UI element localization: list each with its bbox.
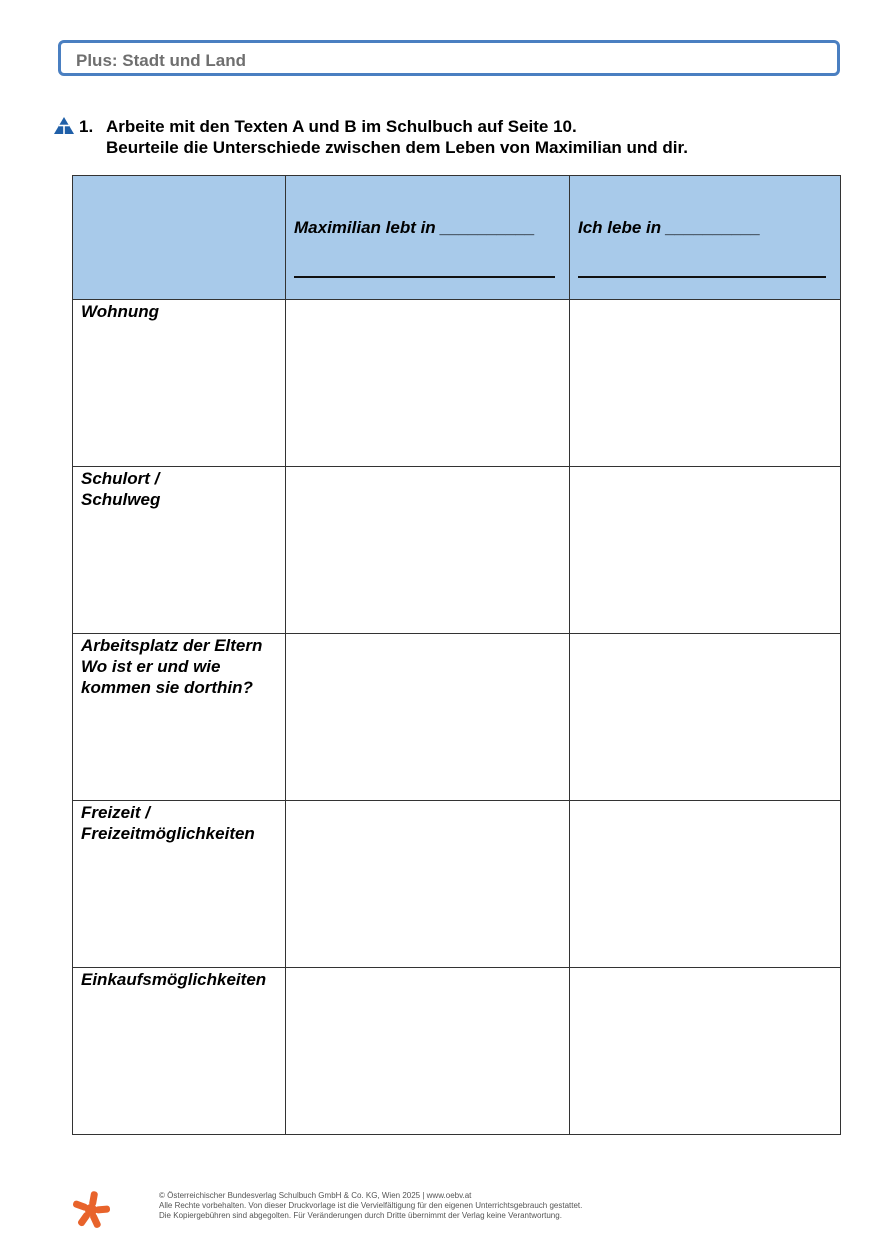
fill-in-line[interactable] [578, 276, 826, 278]
column-label-ich: Ich lebe in __________ [578, 218, 761, 237]
answer-cell-ich[interactable] [570, 801, 841, 968]
worksheet-title: Plus: Stadt und Land [76, 51, 246, 70]
table-row [73, 634, 841, 801]
table-header-row [73, 176, 841, 300]
footer-copyright [159, 1191, 582, 1221]
table-header-ich [570, 176, 841, 300]
row-label-freizeit: Freizeit / Freizeitmöglichkeiten [81, 803, 255, 843]
table-header-empty [73, 176, 286, 300]
answer-cell-ich[interactable] [570, 467, 841, 634]
table-row [73, 801, 841, 968]
footer-line: Alle Rechte vorbehalten. Von dieser Druckvorlage ist die Vervielfältigung für den eigenen Unterrichtsgebrauch gestattet. [159, 1201, 583, 1210]
row-label-cell [73, 968, 286, 1135]
row-label-schulort: Schulort / Schulweg [81, 469, 161, 509]
task-instruction-2: Beurteile die Unterschiede zwischen dem Leben von Maximilian und dir. [106, 138, 688, 157]
row-label-wohnung: Wohnung [81, 302, 160, 321]
answer-cell-maximilian[interactable] [286, 467, 570, 634]
answer-cell-ich[interactable] [570, 300, 841, 467]
task-instruction-1: Arbeite mit den Texten A und B im Schulbuch auf Seite 10. [106, 117, 577, 136]
answer-cell-maximilian[interactable] [286, 300, 570, 467]
answer-cell-ich[interactable] [570, 968, 841, 1135]
table-row [73, 968, 841, 1135]
answer-cell-ich[interactable] [570, 634, 841, 801]
column-label-maximilian: Maximilian lebt in __________ [294, 218, 535, 237]
header-box [58, 40, 840, 76]
comparison-table [72, 175, 841, 1135]
row-label-arbeitsplatz: Arbeitsplatz der Eltern Wo ist er und wie kommen sie dorthin? [81, 636, 263, 697]
answer-cell-maximilian[interactable] [286, 634, 570, 801]
footer-line: Die Kopiergebühren sind abgegolten. Für Veränderungen durch Dritte übernimmt der Verlag keine Verantwortung. [159, 1211, 562, 1220]
row-label-einkauf: Einkaufsmöglichkeiten [81, 970, 267, 989]
row-label-cell [73, 634, 286, 801]
row-label-cell [73, 300, 286, 467]
row-label-cell [73, 467, 286, 634]
fill-in-line[interactable] [294, 276, 555, 278]
level-triangle-icon [54, 117, 74, 134]
table-row [73, 300, 841, 467]
row-label-cell [73, 801, 286, 968]
answer-cell-maximilian[interactable] [286, 968, 570, 1135]
table-row [73, 467, 841, 634]
footer-line: © Österreichischer Bundesverlag Schulbuch GmbH & Co. KG, Wien 2025 | www.oebv.at [159, 1191, 472, 1200]
task-number: 1. [79, 117, 94, 136]
publisher-logo-icon [72, 1191, 110, 1229]
answer-cell-maximilian[interactable] [286, 801, 570, 968]
table-header-maximilian [286, 176, 570, 300]
